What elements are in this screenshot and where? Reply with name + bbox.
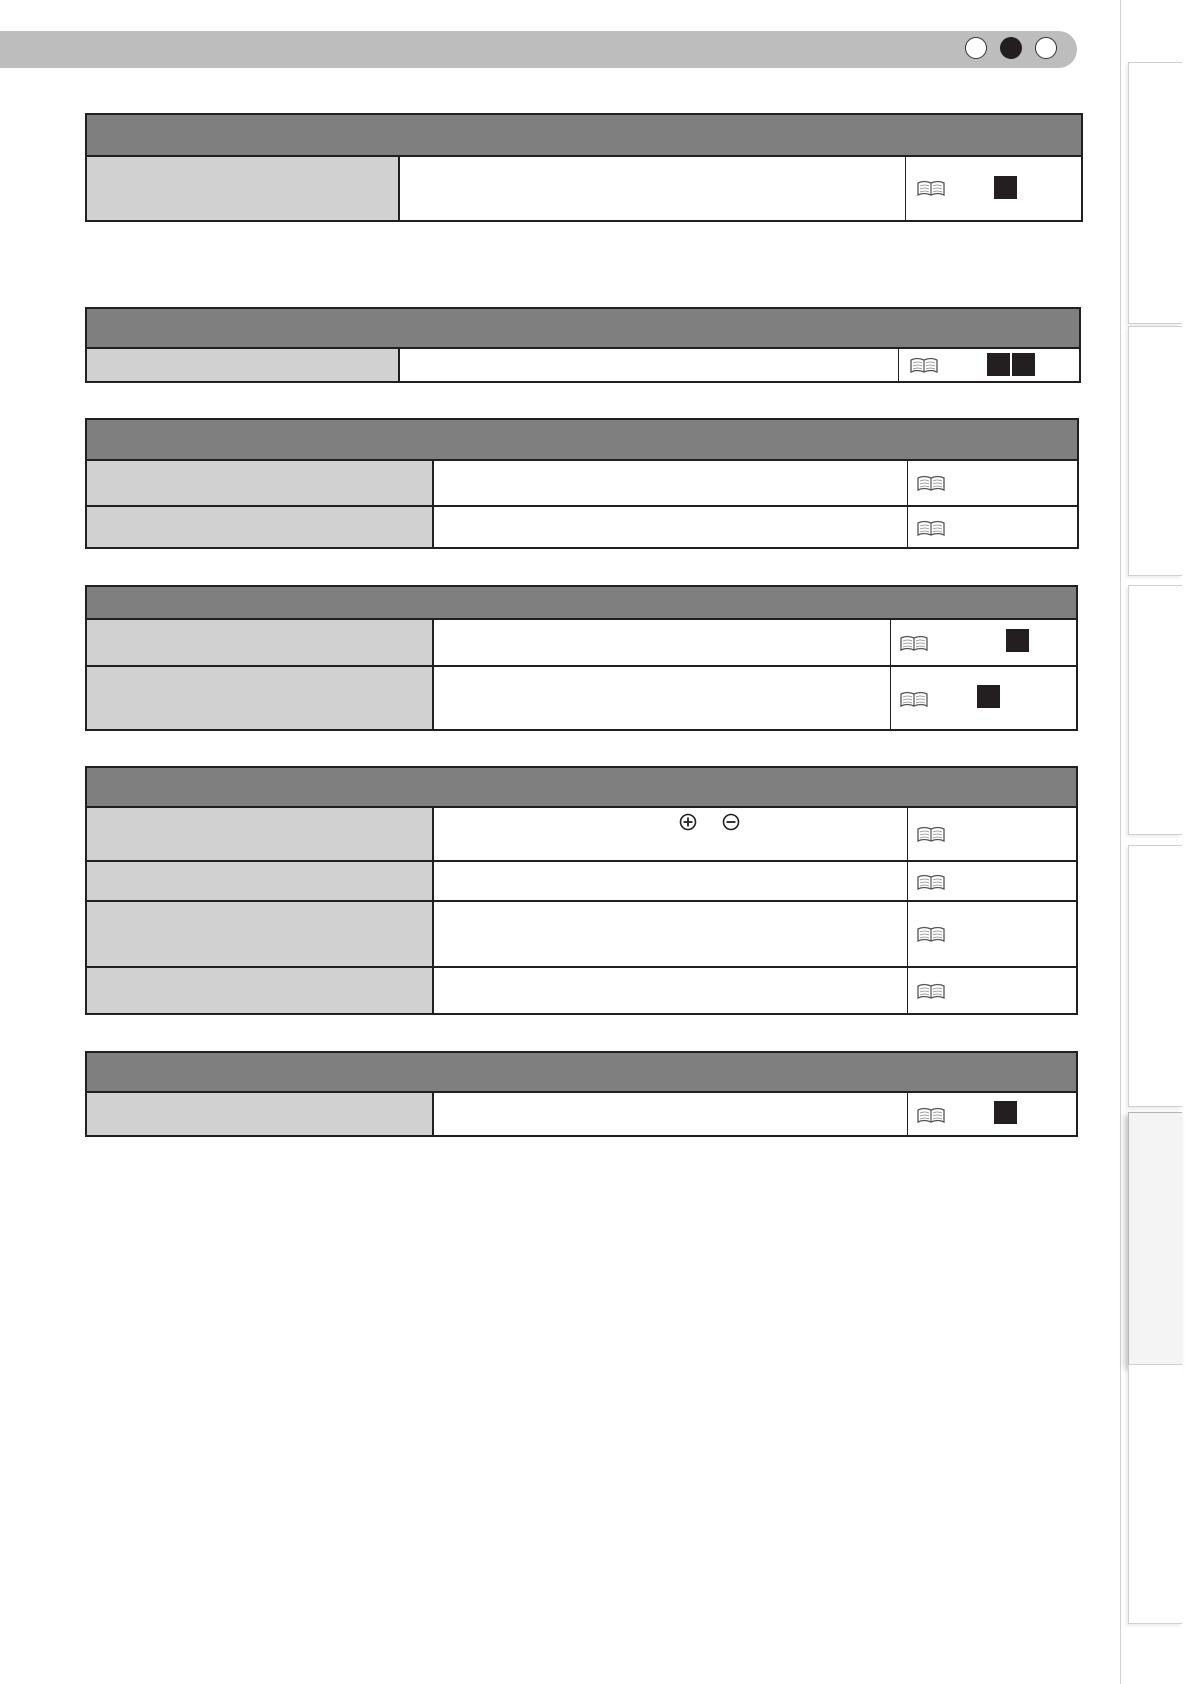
table-4-row-1 (87, 620, 1076, 665)
book-icon (916, 873, 946, 891)
book-icon (916, 982, 946, 1000)
table-4 (85, 585, 1078, 731)
page-number-box (987, 353, 1010, 376)
page-number-box (994, 1101, 1017, 1124)
row-label-cell (87, 157, 400, 220)
indicator-dot-1 (965, 37, 987, 59)
table-1-header (87, 115, 1081, 157)
side-tab-3[interactable] (1128, 585, 1182, 835)
book-icon (916, 179, 946, 197)
row-reference-cell (891, 667, 1076, 729)
table-3-row-2 (87, 505, 1077, 547)
book-icon (916, 519, 946, 537)
row-label-cell (87, 808, 434, 860)
table-5-row-4 (87, 966, 1076, 1013)
side-tab-5[interactable] (1128, 1112, 1182, 1366)
page-number-box (1012, 353, 1035, 376)
row-label-cell (87, 620, 434, 665)
row-reference-cell (908, 862, 1076, 900)
row-reference-cell (899, 349, 1079, 381)
row-reference-cell (908, 1093, 1076, 1135)
table-6-row-1 (87, 1093, 1076, 1135)
side-tab-2[interactable] (1128, 326, 1182, 576)
table-6-header (87, 1053, 1076, 1093)
row-description-cell (434, 507, 908, 547)
side-tab-4[interactable] (1128, 845, 1182, 1107)
table-2-row-1 (87, 349, 1079, 381)
side-tab-6[interactable] (1128, 1364, 1182, 1624)
row-description-cell (434, 1093, 908, 1135)
row-description-cell (434, 902, 908, 966)
row-description-cell (434, 862, 908, 900)
table-3 (85, 418, 1079, 549)
row-reference-cell (908, 507, 1077, 547)
row-label-cell (87, 862, 434, 900)
table-2 (85, 307, 1081, 383)
row-description-cell (434, 461, 908, 505)
row-reference-cell (906, 157, 1081, 220)
row-reference-cell (908, 902, 1076, 966)
book-icon (916, 925, 946, 943)
table-5-header (87, 768, 1076, 808)
table-6 (85, 1051, 1078, 1137)
side-tab-1[interactable] (1128, 62, 1182, 324)
row-description-cell (434, 968, 908, 1013)
table-5-row-2 (87, 860, 1076, 900)
row-reference-cell (908, 968, 1076, 1013)
table-5-row-1 (87, 808, 1076, 860)
row-reference-cell (908, 808, 1076, 860)
book-icon (899, 690, 929, 708)
table-4-row-2 (87, 665, 1076, 729)
table-1-row-1 (87, 157, 1081, 220)
row-reference-cell (891, 620, 1076, 665)
book-icon (909, 356, 939, 374)
row-label-cell (87, 507, 434, 547)
row-label-cell (87, 1093, 434, 1135)
indicator-dot-2 (1000, 37, 1022, 59)
row-description-cell (400, 349, 899, 381)
book-icon (916, 1106, 946, 1124)
indicator-dot-3 (1035, 37, 1057, 59)
table-3-row-1 (87, 461, 1077, 505)
row-description-cell (434, 667, 891, 729)
book-icon (899, 634, 929, 652)
circled-minus-icon (722, 813, 740, 831)
table-5 (85, 766, 1078, 1015)
table-1 (85, 113, 1083, 222)
row-reference-cell (908, 461, 1077, 505)
table-4-header (87, 587, 1076, 620)
book-icon (916, 825, 946, 843)
row-label-cell (87, 902, 434, 966)
page-number-box (1006, 629, 1029, 652)
row-description-cell (434, 620, 891, 665)
table-5-row-3 (87, 900, 1076, 966)
row-label-cell (87, 968, 434, 1013)
table-2-header (87, 309, 1079, 349)
row-label-cell (87, 349, 400, 381)
row-description-cell (400, 157, 906, 220)
row-description-cell (434, 808, 908, 860)
book-icon (916, 474, 946, 492)
page-number-box (977, 685, 1000, 708)
row-label-cell (87, 667, 434, 729)
page-number-box (994, 176, 1017, 199)
circled-plus-icon (679, 813, 697, 831)
row-label-cell (87, 461, 434, 505)
table-3-header (87, 420, 1077, 461)
page-header-bar (0, 31, 1077, 68)
